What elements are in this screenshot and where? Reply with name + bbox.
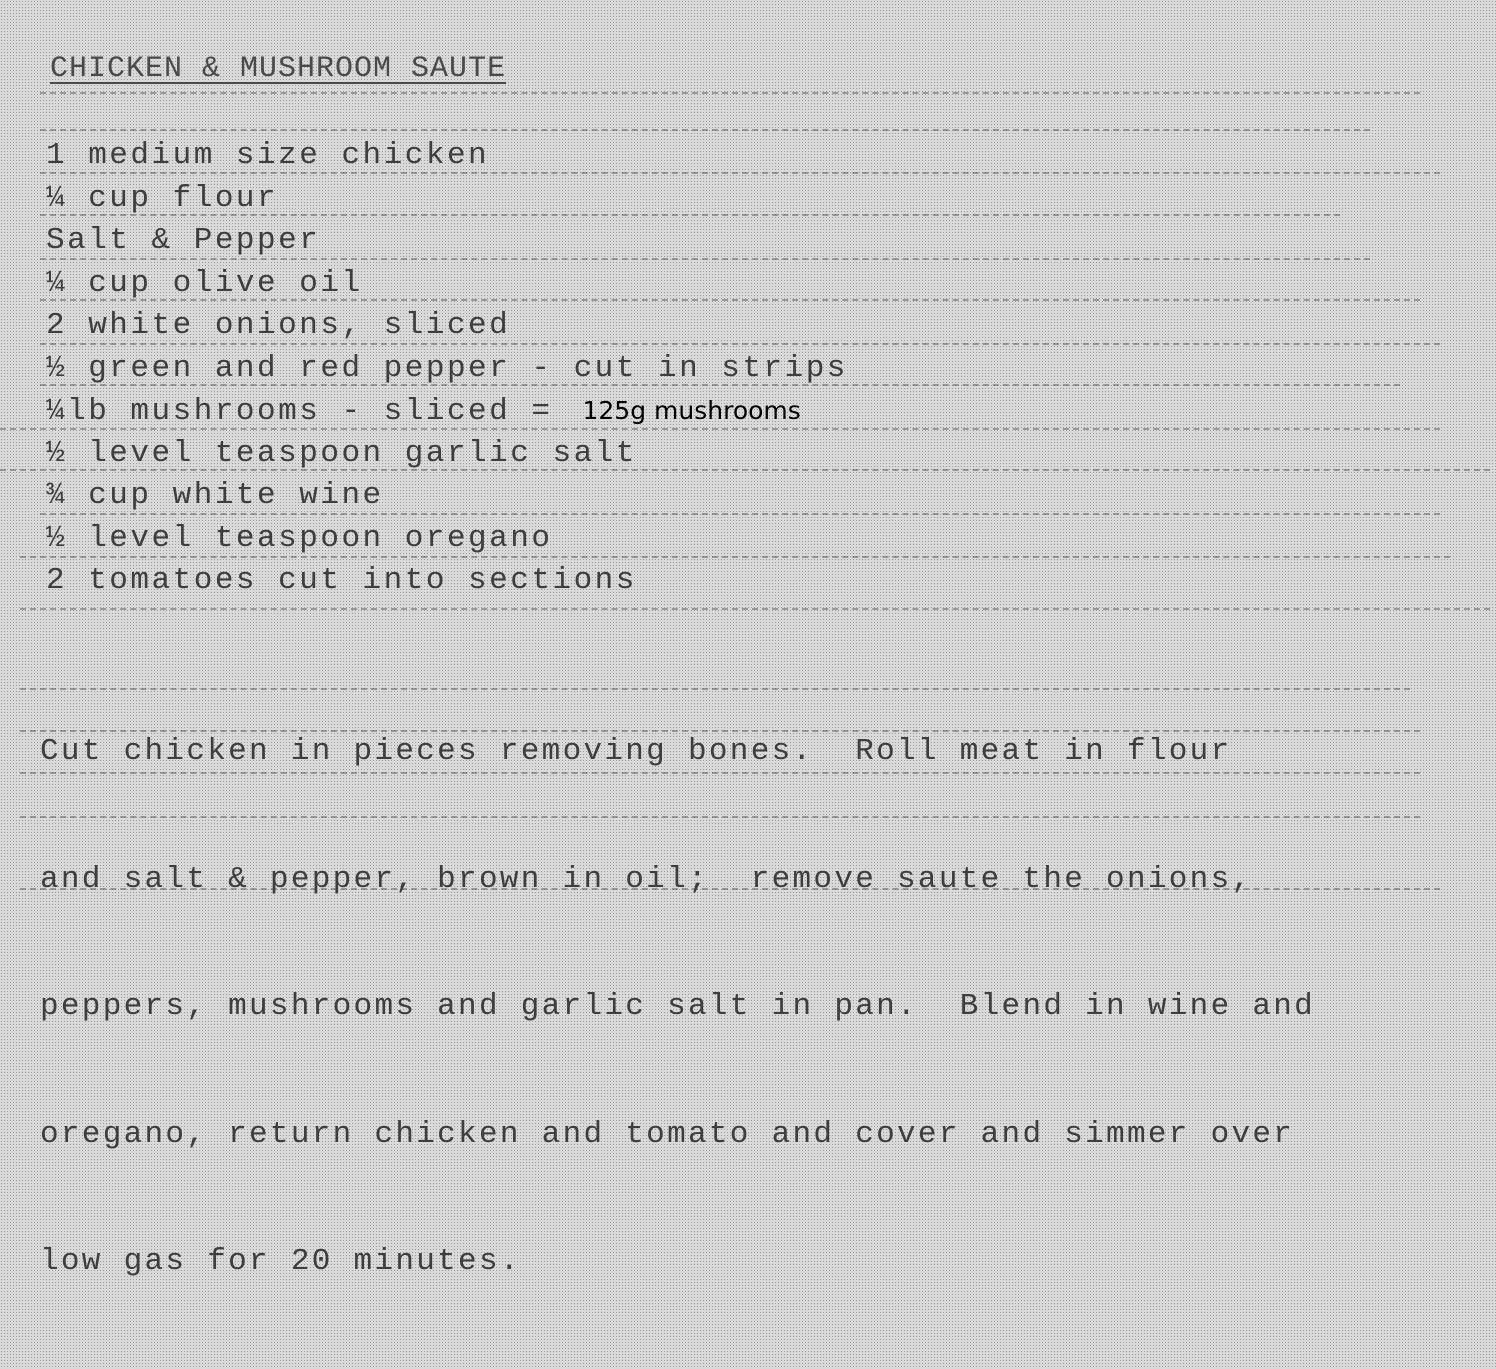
method-line: low gas for 20 minutes. [40, 1244, 521, 1279]
method-line: and salt & pepper, brown in oil; remove saute the onions, [40, 861, 1253, 897]
ingredient-text: ½ level teaspoon garlic salt [46, 435, 637, 471]
rule-line [40, 129, 1370, 131]
ingredient-text: ¼ cup olive oil [46, 265, 363, 301]
ingredient-item [46, 180, 848, 223]
ingredient-item [46, 435, 848, 478]
ingredient-list [46, 137, 848, 605]
rule-line [20, 608, 1490, 610]
rule-line [40, 92, 1420, 94]
ingredient-item [46, 562, 848, 605]
ingredient-text: ¼ cup flour [46, 180, 279, 216]
method-line: oregano, return chicken and tomato and cover and simmer over [40, 1116, 1295, 1152]
ingredient-item [46, 350, 848, 393]
ingredient-item [46, 477, 848, 520]
ingredient-text: ¼lb mushrooms - sliced = [46, 394, 553, 429]
ingredient-item [46, 520, 848, 563]
ingredient-item [46, 222, 848, 265]
conversion-note: 125g mushrooms [582, 396, 801, 425]
ingredient-text: 2 tomatoes cut into sections [46, 563, 637, 598]
ingredient-text: ½ green and red pepper - cut in strips [46, 350, 848, 386]
method-line: peppers, mushrooms and garlic salt in pan. Blend in wine and [40, 989, 1316, 1024]
ingredient-text: ¾ cup white wine [46, 478, 384, 513]
method-line: Cut chicken in pieces removing bones. Roll meat in flour [40, 734, 1232, 769]
recipe-title: CHICKEN & MUSHROOM SAUTE [50, 52, 507, 86]
ingredient-item [46, 392, 848, 435]
ingredient-text: 1 medium size chicken [46, 138, 490, 173]
ingredient-item [46, 307, 848, 350]
ingredient-text: 2 white onions, sliced [46, 308, 511, 343]
method-paragraph [40, 646, 1460, 1369]
ingredient-item [46, 137, 848, 180]
ingredient-item [46, 265, 848, 308]
ingredient-text: ½ level teaspoon oregano [46, 520, 553, 556]
ingredient-text: Salt & Pepper [46, 223, 321, 258]
